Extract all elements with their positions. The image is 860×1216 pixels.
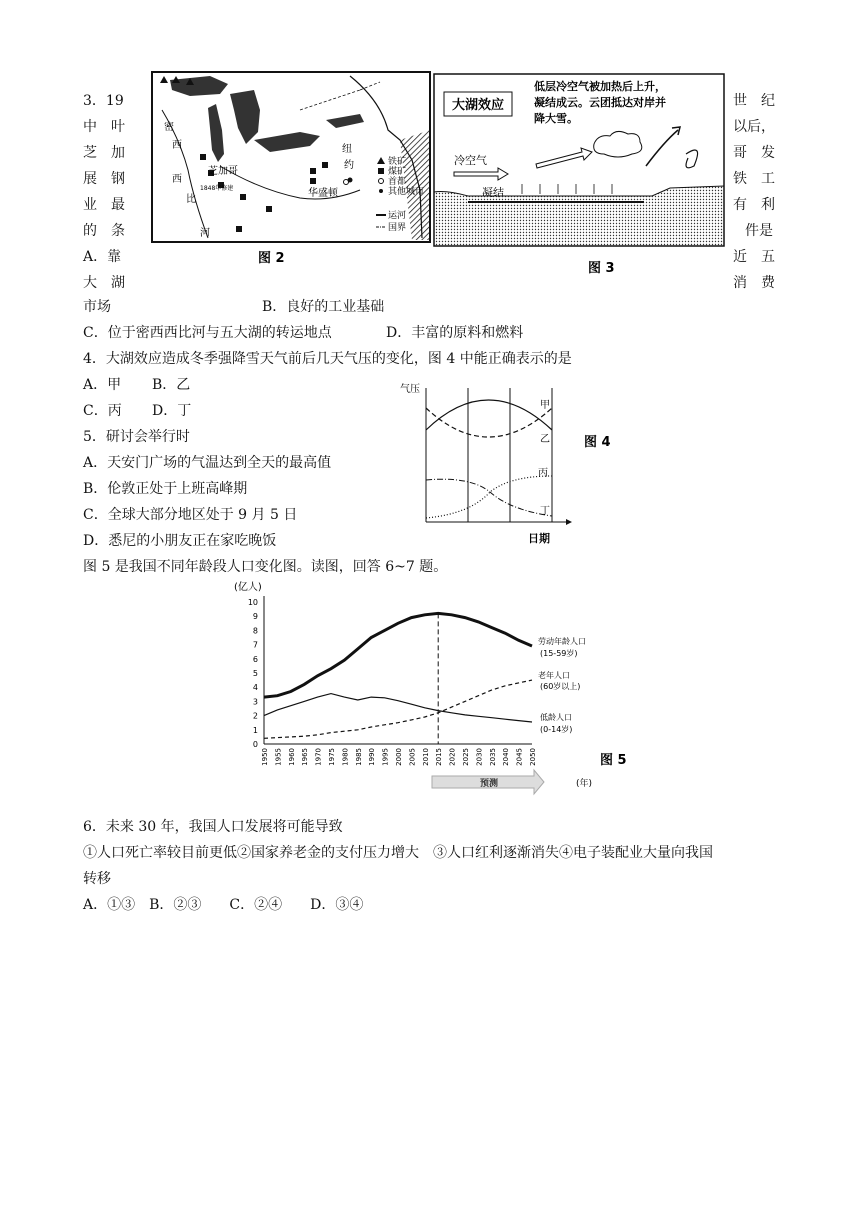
q3-right-line: 哥 发 [733, 145, 775, 161]
series-label-working: 劳动年龄人口 [538, 637, 586, 646]
fig4-curve-label: 甲 [540, 400, 550, 411]
x-tick-label: 2025 [462, 748, 470, 766]
y-tick-label: 9 [252, 612, 258, 622]
q3-left-line: 3．19 [83, 93, 124, 109]
x-tick-label: 2045 [515, 748, 524, 766]
q4-option-b: B．乙 [152, 377, 191, 393]
y-tick-label: 0 [252, 740, 258, 749]
fig4-curve-label: 丙 [538, 468, 548, 479]
x-tick-label: 2010 [421, 748, 430, 766]
q3-left-line: 芝 加 [83, 145, 125, 161]
figure-caption: 图 2 [258, 251, 285, 266]
map-label-mississippi: 比 [186, 194, 196, 205]
x-tick-label: 1995 [381, 748, 390, 766]
q3-right-line: 以后， [733, 119, 775, 135]
x-tick-label: 1990 [368, 748, 377, 766]
legend-item: 国界 [388, 223, 407, 233]
q3-market: 市场 [83, 299, 111, 315]
fig3-title: 大湖效应 [452, 98, 505, 113]
map-label-mississippi: 西 [172, 174, 182, 185]
y-tick-label: 5 [252, 669, 258, 678]
fig4-curve-label: 丁 [540, 506, 550, 517]
series-label-young: 低龄人口 [540, 713, 572, 722]
fig3-desc: 凝结成云。云团抵达对岸并 [534, 96, 666, 109]
fig3-condense: 凝结 [482, 186, 504, 199]
intro-6-7: 图 5 是我国不同年龄段人口变化图。读图，回答 6~7 题。 [83, 559, 448, 575]
series-label-elderly: 老年人口 [538, 671, 570, 680]
q3-right-line: 铁 工 [733, 171, 775, 187]
q4-stem: 4．大湖效应造成冬季强降雪天气前后几天气压的变化，图 4 中能正确表示的是 [83, 351, 572, 367]
figure-caption: 图 3 [588, 261, 615, 276]
q6-items: ①人口死亡率较目前更低②国家养老金的支付压力增大 ③人口红利逐渐消失④电子装配业大量向我国 [83, 845, 713, 861]
legend-item: 首都 [388, 177, 407, 187]
q6-items-cont: 转移 [83, 871, 111, 887]
x-tick-label: 2000 [395, 748, 403, 766]
map-label-chicago: 芝加哥 [208, 166, 238, 177]
x-tick-label: 1950 [261, 748, 269, 766]
q3-right-line: 近 五 [733, 249, 775, 265]
legend-item: 铁矿 [388, 157, 407, 167]
q3-option-d: D．丰富的原料和燃料 [386, 325, 524, 341]
q3-right-line: 有 利 [733, 197, 775, 213]
x-tick-label: 2015 [435, 748, 444, 766]
fig5-unit: (亿人) [234, 582, 262, 593]
map-label-mississippi: 河 [200, 228, 210, 239]
series-line-working-age [264, 613, 532, 697]
map-label-mississippi: 密 [164, 122, 174, 133]
figure-4-pressure [400, 380, 640, 552]
x-tick-label: 1975 [328, 748, 336, 766]
q3-left-line: A．靠 [83, 249, 122, 265]
x-tick-label: 1955 [274, 748, 283, 766]
y-tick-label: 8 [252, 626, 258, 636]
y-tick-label: 10 [247, 598, 258, 607]
x-tick-label: 2005 [408, 748, 417, 766]
x-tick-label: 1980 [341, 748, 350, 766]
fig3-desc: 低层冷空气被加热后上升， [534, 80, 666, 93]
map-label-newyork: 约 [344, 160, 354, 171]
fig4-xlabel: 日期 [528, 532, 550, 545]
legend-item: 煤矿 [388, 167, 407, 177]
figure-caption: 图 4 [584, 435, 611, 450]
map-label-canal-year: 1848年修建 [200, 185, 234, 192]
series-note-working: (15-59岁) [540, 649, 578, 658]
series-line-young [264, 694, 532, 722]
fig4-curve-label: 乙 [540, 434, 550, 445]
q4-option-a: A．甲 [83, 377, 122, 393]
legend-item: 其他城市 [388, 187, 425, 197]
fig5-xunit: (年) [576, 779, 593, 789]
series-note-young: (0-14岁) [540, 725, 573, 734]
y-tick-label: 3 [252, 697, 258, 707]
series-line-elderly [264, 680, 532, 738]
series-note-elderly: (60岁以上) [540, 682, 581, 691]
q3-left-line: 业 最 [83, 197, 125, 213]
x-tick-label: 1965 [301, 748, 310, 766]
fig3-cold-air: 冷空气 [454, 154, 487, 167]
q3-right-line: 件是 [745, 223, 773, 239]
q5-option-d: D．悉尼的小朋友正在家吃晚饭 [83, 533, 277, 549]
x-tick-label: 2040 [502, 748, 511, 766]
figure-5-population-chart [228, 578, 648, 798]
fig5-forecast: 预测 [480, 779, 499, 789]
x-tick-label: 2050 [529, 748, 537, 766]
q4-option-c: C．丙 [83, 403, 122, 419]
y-tick-label: 4 [252, 683, 258, 693]
x-tick-label: 1970 [314, 748, 323, 766]
q6-stem: 6．未来 30 年，我国人口发展将可能导致 [83, 819, 343, 835]
figure-3-lake-effect [432, 72, 728, 280]
fig3-desc: 降大雪。 [534, 112, 578, 125]
q5-option-c: C．全球大部分地区处于 9 月 5 日 [83, 507, 298, 523]
x-tick-label: 2035 [488, 748, 497, 766]
q3-left-line: 中 叶 [83, 119, 125, 135]
q3-left-line: 的 条 [83, 223, 125, 239]
q4-option-d: D．丁 [152, 403, 192, 419]
q3-left-line: 大 湖 [83, 275, 125, 291]
figure-caption: 图 5 [600, 753, 627, 768]
figure-2-map [150, 70, 432, 272]
y-tick-label: 6 [252, 654, 258, 664]
x-tick-label: 1960 [287, 748, 296, 766]
y-tick-label: 7 [252, 640, 258, 650]
y-tick-label: 2 [252, 711, 258, 721]
fig4-ylabel: 气压 [400, 384, 420, 395]
q5-option-b: B．伦敦正处于上班高峰期 [83, 481, 248, 497]
map-label-mississippi: 西 [172, 140, 182, 151]
q3-option-c: C．位于密西西比河与五大湖的转运地点 [83, 325, 332, 341]
legend-item: 运河 [388, 211, 407, 221]
q3-right-line: 世 纪 [733, 93, 775, 109]
x-tick-label: 2030 [475, 748, 484, 766]
q5-stem: 5．研讨会举行时 [83, 429, 190, 445]
q3-left-line: 展 钢 [83, 171, 125, 187]
y-tick-label: 1 [252, 725, 258, 735]
map-label-washington: 华盛顿 [308, 188, 338, 199]
q6-options: A．①③ B．②③ C．②④ D．③④ [83, 897, 364, 913]
q3-right-line: 消 费 [733, 275, 775, 291]
x-tick-label: 2020 [448, 748, 457, 766]
x-tick-label: 1985 [354, 748, 363, 766]
q3-option-b: B．良好的工业基础 [262, 299, 385, 315]
q5-option-a: A．天安门广场的气温达到全天的最高值 [83, 455, 332, 471]
map-label-newyork: 纽 [342, 144, 352, 155]
